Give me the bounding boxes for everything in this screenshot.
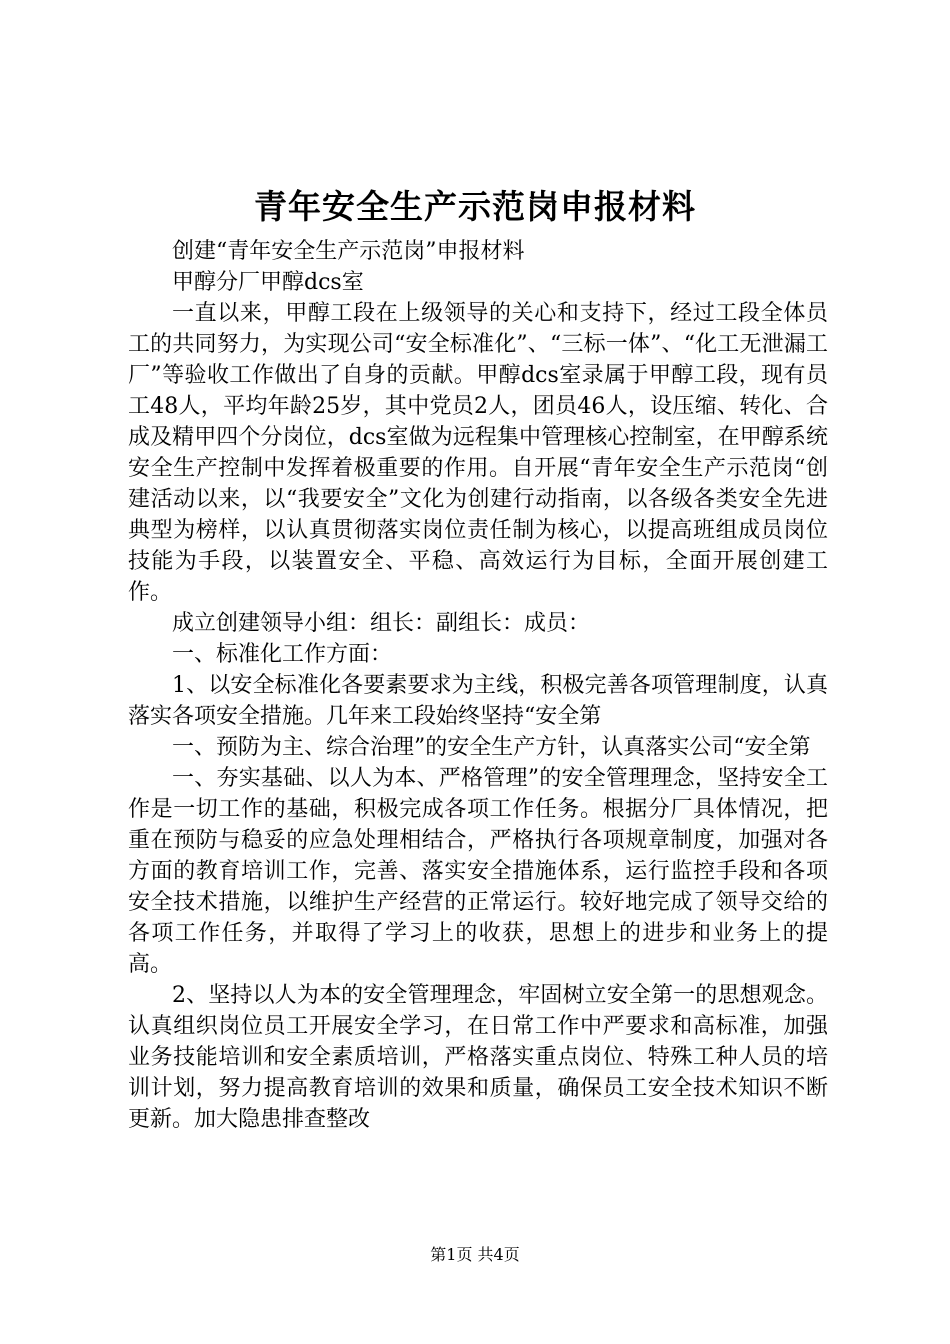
paragraph: 一、预防为主、综合治理”的安全生产方针，认真落实公司“安全第 [172,735,811,760]
paragraph: 1、以安全标准化各要素要求为主线，积极完善各项管理制度，认真落实各项安全措施。几年来工段始终坚持“安全第 [128,673,828,729]
paragraph: 2、坚持以人为本的安全管理理念，牢固树立安全第一的思想观念。认真组织岗位员工开展安全学习，在日常工作中严要求和高标准，加强业务技能培训和安全素质培训，严格落实重点岗位、特殊工种人员的培训计划，努力提高教育培训的效果和质量，确保员工安全技术知识不断更新。加大隐患排查整改 [128,983,828,1132]
page-footer: 第1页 共4页 [430,1245,520,1264]
paragraph: 一、标准化工作方面： [172,642,393,667]
document-title: 青年安全生产示范岗申报材料 [254,187,696,226]
document-body [128,236,828,1135]
paragraph: 创建“青年安全生产示范岗”申报材料 [172,239,525,264]
paragraph: 一直以来，甲醇工段在上级领导的关心和支持下，经过工段全体员工的共同努力，为实现公司“安全标准化”、“三标一体”、“化工无泄漏工厂”等验收工作做出了自身的贡献。甲醇dcs室录属于甲醇工段，现有员工48人，平均年龄25岁，其中党员2人，团员46人，设压缩、转化、合成及精甲四个分岗位，dcs室做为远程集中管理核心控制室，在甲醇系统安全生产控制中发挥着极重要的作用。自开展“青年安全生产示范岗“创建活动以来，以“我要安全”文化为创建行动指南，以各级各类安全先进典型为榜样，以认真贯彻落实岗位责任制为核心，以提高班组成员岗位技能为手段，以装置安全、平稳、高效运行为目标，全面开展创建工作。 [128,301,828,605]
paragraph: 一、夯实基础、以人为本、严格管理”的安全管理理念，坚持安全工作是一切工作的基础，积极完成各项工作任务。根据分厂具体情况，把重在预防与稳妥的应急处理相结合，严格执行各项规章制度，加强对各方面的教育培训工作，完善、落实安全措施体系，运行监控手段和各项安全技术措施，以维护生产经营的正常运行。较好地完成了领导交给的各项工作任务，并取得了学习上的收获，思想上的进步和业务上的提高。 [128,766,828,977]
paragraph: 成立创建领导小组：组长：副组长：成员： [172,611,591,636]
paragraph: 甲醇分厂甲醇dcs室 [172,270,364,295]
